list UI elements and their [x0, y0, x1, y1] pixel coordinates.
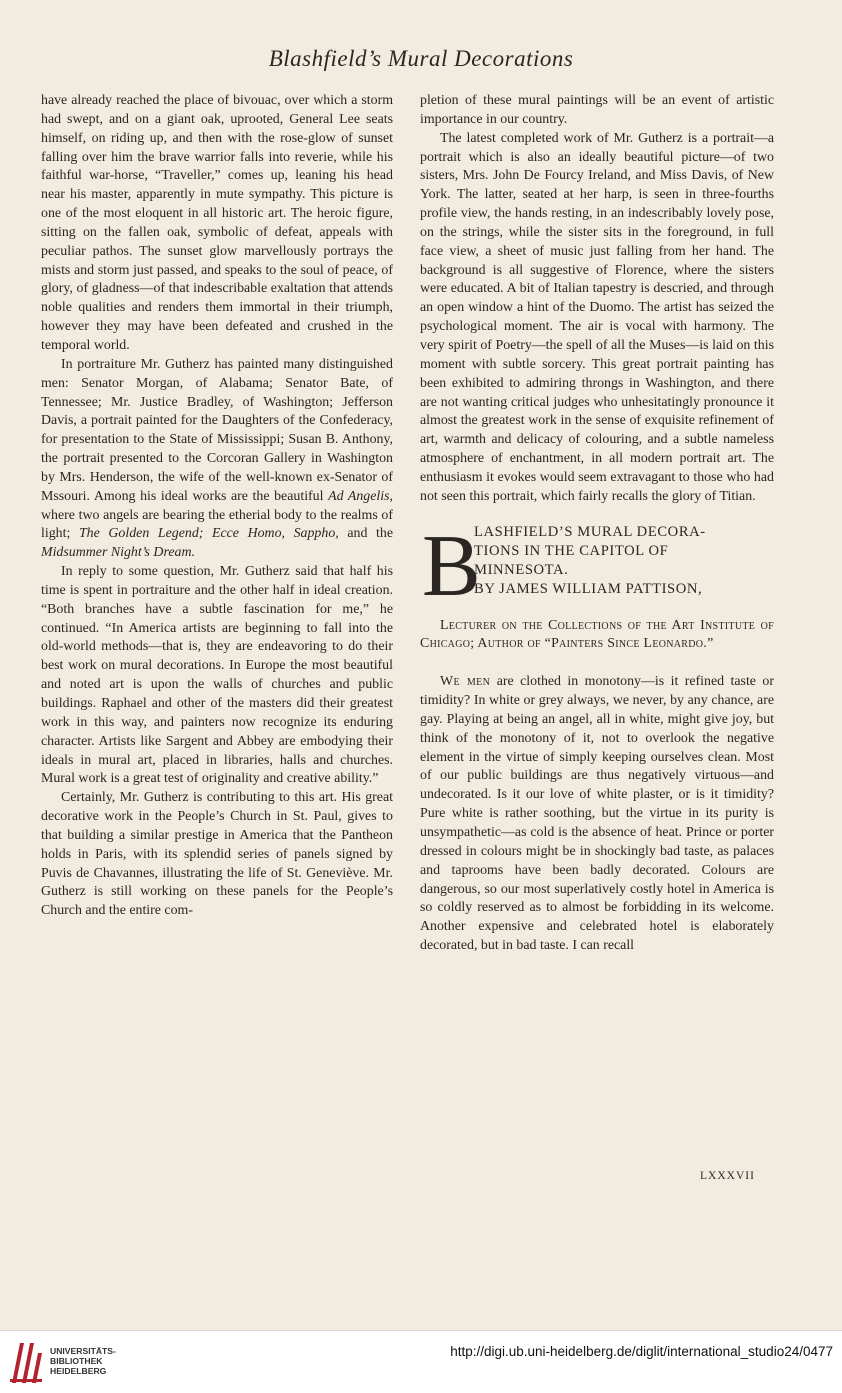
digitization-footer	[0, 1330, 842, 1393]
lead-in: We men	[440, 674, 491, 690]
paragraph: pletion of these mural paintings will be an event of artistic importance in our country.	[420, 93, 774, 127]
page-number: LXXXVII	[700, 1170, 755, 1182]
source-url-link[interactable]: http://digi.ub.uni-heidelberg.de/diglit/international_studio24/0477	[450, 1344, 833, 1359]
article-heading	[420, 517, 774, 619]
title-golden-legend: The Golden Legend; Ecce Homo, Sappho,	[78, 526, 339, 542]
library-name	[50, 1346, 116, 1376]
article-title-line: TIONS IN THE CAPITOL OF	[474, 542, 669, 559]
paragraph-text: , where two angels are bearing the etherial body to the realms of light;	[41, 488, 393, 542]
library-logo-icon	[8, 1339, 44, 1385]
byline: BY JAMES WILLIAM PATTISON,	[474, 580, 703, 597]
paragraph: The latest completed work of Mr. Gutherz is a portrait—a portrait which is also an ideally beautiful picture—of two sisters, Mrs. John De Fourcy Ireland, and Miss Davis, of New York. The latter, seated at her harp, is seen in three-fourths profile view, the hands resting, in an indescribably lovely pose, on the strings, while the sister sits in the foreground, in full face view, a sheet of music just falling from her hand. The background is all suggestive of Florence, where the sisters were educated. A bit of Italian tapestry is descried, and through an open window a hint of the Duomo. The artist has seized the psychological moment. The air is vocal with harmony. The very spirit of Poetry—the spell of all the Muses—is laid on this moment with subtle sorcery. This great portrait painting has been exhibited to admiring throngs in Washington, and there are not wanting critical judges who unhesitatingly pronounce it almost the greatest work in the sense of exquisite refinement of art, warmth and delicacy of colouring, and a subtle nameless atmosphere of enchantment, in all modern portrait art. The enthusiasm it evokes would seem extravagant to those who had not seen this portrait, which fairly recalls the glory of Titian.	[420, 130, 774, 504]
library-name-line: UNIVERSITÄTS-	[50, 1346, 116, 1356]
article-title-line: LASHFIELD’S MURAL DECORA-	[474, 523, 706, 540]
paragraph	[41, 356, 393, 563]
paragraph-text: In portraiture Mr. Gutherz has painted many distinguished men: Senator Morgan, of Alabama; Senator Bate, of Tennessee; Mr. Justice Bradley, of Washington; Jefferson Davis, a portrait painted for the Daughters of the Confederacy, for presentation to the State of Mississippi; Susan B. Anthony, the portrait presented to the Corcoran Gallery in Washington by Mrs. Henderson, the wife of the well-known ex-Senator of Mssouri. Among his ideal works are the beautiful	[41, 356, 393, 504]
article-title-line: MINNESOTA.	[474, 561, 569, 578]
paragraph: Certainly, Mr. Gutherz is contributing to this art. His great decorative work in the People’s Church in St. Paul, gives to that building a similar prestige in America that the Pantheon holds in Paris, with its splendid series of panels signed by Puvis de Chavannes, illustrating the life of St. Geneviève. Mr. Gutherz is still working on these panels for the People’s Church and the entire com-	[41, 790, 393, 919]
drop-cap: B	[422, 517, 481, 615]
paragraph	[420, 673, 774, 956]
right-column	[420, 92, 774, 956]
paragraph-text: and the	[338, 526, 393, 542]
left-column	[41, 92, 393, 921]
author-credentials: Lecturer on the Collections of the Art Institute of Chicago; Author of “Painters Since Leonardo.”	[420, 617, 774, 652]
library-name-line: HEIDELBERG	[50, 1366, 107, 1376]
running-head: Blashfield’s Mural Decorations	[268, 46, 574, 71]
title-ad-angelis: Ad Angelis	[328, 488, 390, 504]
library-name-line: BIBLIOTHEK	[50, 1356, 103, 1366]
paragraph-text: are clothed in monotony—is it refined taste or timidity? In white or grey always, we never, by any chance, are gay. Playing at being an angel, all in white, might give joy, but think of the monotony of it, not to overlook the negative element in the virtue of simply keeping ourselves clean. Most of our public buildings are thus negatively virtuous—and undecorated. Is it our love of white plaster, or is it timidity? Pure white is rather soothing, but the virtue in its purity is unsympathetic—as cold is the absence of heat. Prince or porter dressed in colours might be in shockingly bad taste, as palaces and taprooms have been badly decorated. Colours are dangerous, so our most superlatively costly hotel in America is so coldly reserved as to almost be forbidding in its welcome. Another expensive and celebrated hotel is elaborately decorated, but in bad taste. I can recall	[420, 674, 774, 954]
paragraph: have already reached the place of bivouac, over which a storm had swept, and on a giant oak, uprooted, General Lee seats himself, on riding up, and then with the rose-glow of sunset falling over him the brave warrior falls into reverie, while his faithful war-horse, “Traveller,” comes up, leaning his head near his master, apparently in mute sympathy. This picture is one of the most eloquent in all historic art. The heroic figure, sitting on the fallen oak, symbolic of defeat, appeals with peculiar pathos. The sunset glow marvellously portrays the mists and storm just passed, and speaks to the soul of peace, of glory, of gladness—of that indescribable exaltation that attends noble qualities and renders them immortal in their triumph, however they may have been defeated and crushed in the temporal world.	[41, 93, 393, 353]
title-midsummer: Midsummer Night’s Dream.	[41, 545, 195, 561]
paragraph: In reply to some question, Mr. Gutherz said that half his time is spent in portraiture and the other half in ideal creation. “Both branches have a subtle fascination for me,” he continued. “In America artists are beginning to fall into the old-world methods—that is, they are endeavoring to do their best work on mural decorations. In Europe the most beautiful and noted art is upon the walls of churches and public buildings. Raphael and other of the masters did their greatest work in this way, and painters now recognize its enduring character. Artists like Sargent and Abbey are embodying their ideals in mural art, placed in libraries, halls and churches. Mural work is a great test of originality and creative ability.”	[41, 564, 393, 787]
